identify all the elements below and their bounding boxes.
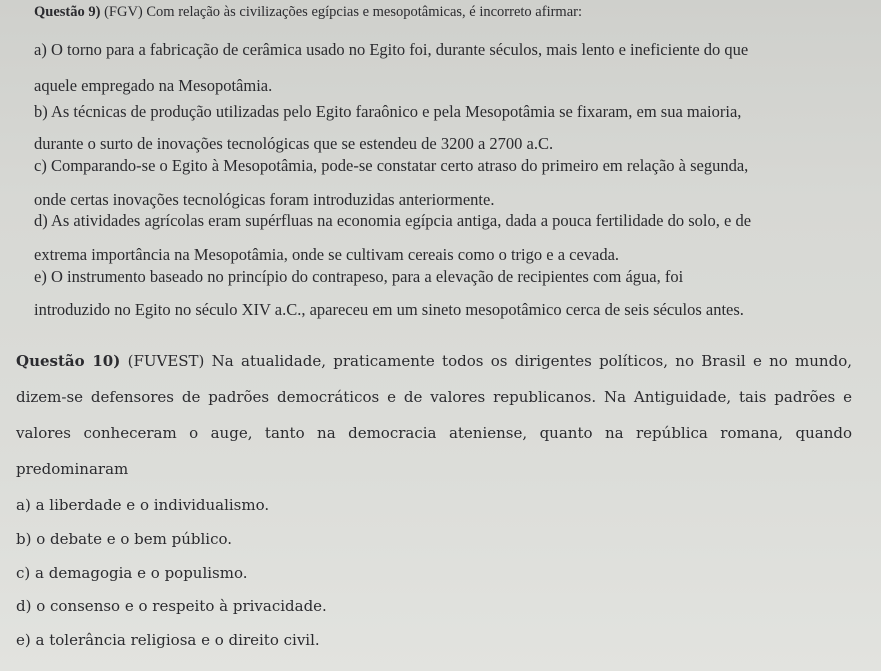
question-9-option-a-line-2: aquele empregado na Mesopotâmia. <box>34 76 273 95</box>
question-9-stem: (FGV) Com relação às civilizações egípcias e mesopotâmicas, é incorreto afirmar: <box>104 4 582 20</box>
question-9-option-e-line-1: e) O instrumento baseado no princípio do contrapeso, para a elevação de recipientes com água, foi <box>34 267 684 286</box>
question-10-stem-line-4: predominaram <box>16 460 129 478</box>
question-10-option-d: d) o consenso e o respeito à privacidade. <box>16 597 327 615</box>
question-9-option-d-line-2: extrema importância na Mesopotâmia, onde se cultivam cereais como o trigo e a cevada. <box>34 245 620 264</box>
question-9-option-b-line-1: b) As técnicas de produção utilizadas pelo Egito faraônico e pela Mesopotâmia se fixaram, em sua maioria, <box>34 102 742 121</box>
question-10-option-a: a) a liberdade e o individualismo. <box>16 496 270 514</box>
question-10-option-b: b) o debate e o bem público. <box>16 530 233 548</box>
question-10-number: Questão 10) <box>16 352 121 370</box>
question-9-option-d-line-1: d) As atividades agrícolas eram supérfluas na economia egípcia antiga, dada a pouca fertilidade do solo, e de <box>34 211 752 230</box>
question-10-stem-line-1 <box>16 352 852 370</box>
question-10-option-e: e) a tolerância religiosa e o direito civil. <box>16 631 320 649</box>
question-10-stem-line-2: dizem-se defensores de padrões democráticos e de valores republicanos. Na Antiguidade, tais padrões e <box>16 388 852 406</box>
question-9-option-e-line-2: introduzido no Egito no século XIV a.C., apareceu em um sineto mesopotâmico cerca de seis séculos antes. <box>34 300 744 319</box>
question-9-option-c-line-1: c) Comparando-se o Egito à Mesopotâmia, pode-se constatar certo atraso do primeiro em relação à segunda, <box>34 156 749 175</box>
question-9-number: Questão 9) <box>34 4 101 20</box>
question-10-option-c: c) a demagogia e o populismo. <box>16 564 248 582</box>
question-9-option-c-line-2: onde certas inovações tecnológicas foram introduzidas anteriormente. <box>34 190 495 209</box>
question-10-stem-line-3: valores conheceram o auge, tanto na democracia ateniense, quanto na república romana, quando <box>16 424 852 442</box>
question-9-header <box>34 4 582 21</box>
question-10-stem-line-1-text: (FUVEST) Na atualidade, praticamente todos os dirigentes políticos, no Brasil e no mundo, <box>127 352 852 370</box>
question-9-option-b-line-2: durante o surto de inovações tecnológicas que se estendeu de 3200 a 2700 a.C. <box>34 134 554 153</box>
question-9-option-a-line-1: a) O torno para a fabricação de cerâmica usado no Egito foi, durante séculos, mais lento e ineficiente do que <box>34 40 749 59</box>
